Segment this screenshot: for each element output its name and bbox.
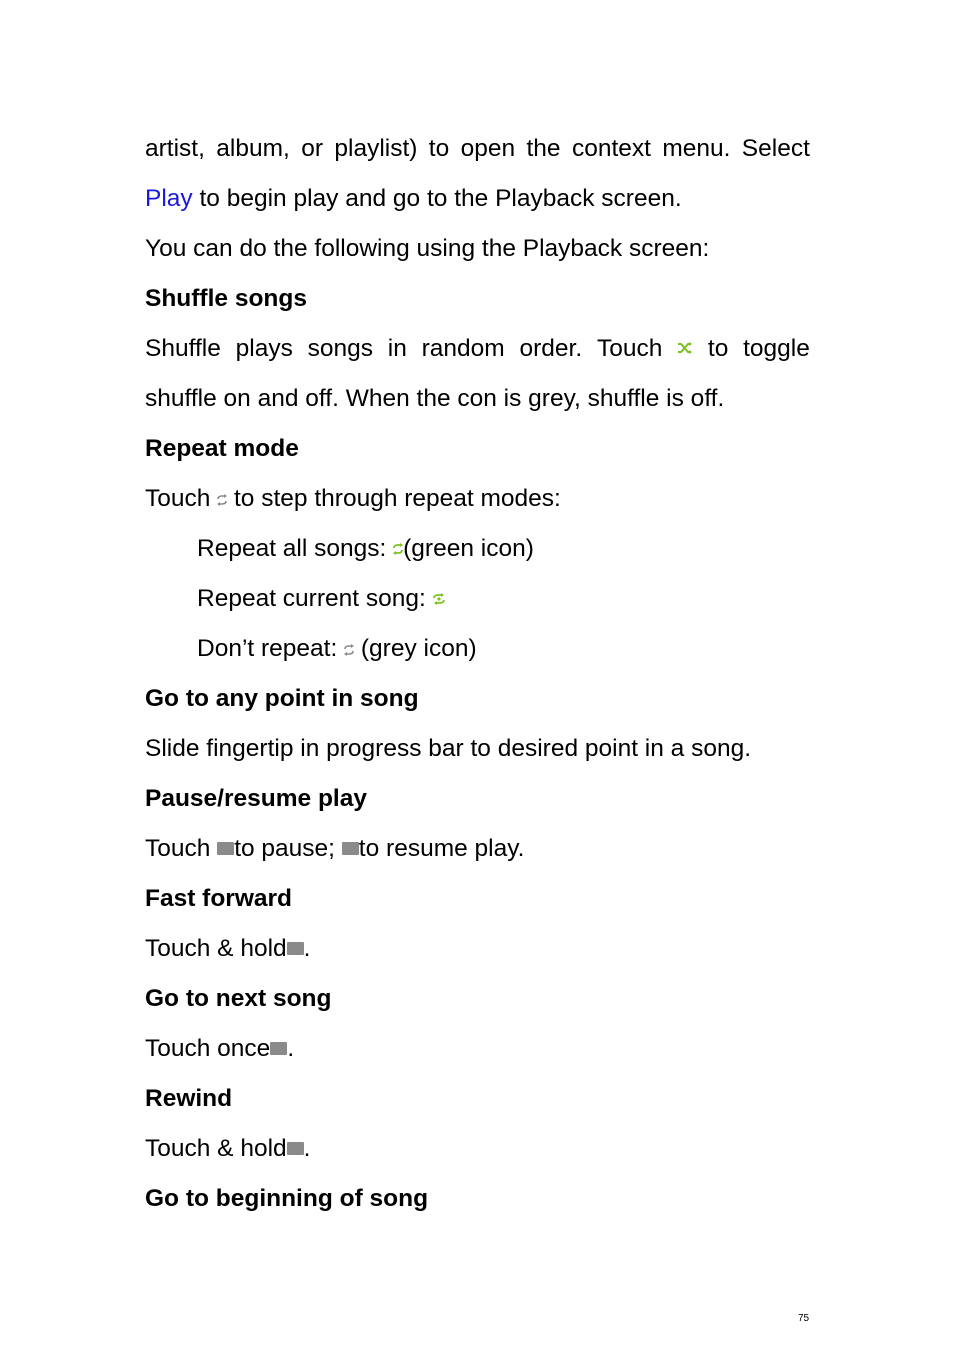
fast-forward-icon <box>287 942 304 955</box>
next-icon <box>270 1042 287 1055</box>
play-icon <box>342 842 359 855</box>
pause-icon <box>217 842 234 855</box>
paragraph-line: Touch & hold . <box>145 1122 810 1172</box>
paragraph-line: You can do the following using the Playback screen: <box>145 235 710 262</box>
heading-repeat: Repeat mode <box>145 435 299 462</box>
heading-next: Go to next song <box>145 985 332 1012</box>
rewind-icon <box>287 1142 304 1155</box>
repeat-one-icon <box>433 572 445 626</box>
paragraph-line: artist, album, or playlist) to open the context menu. Select <box>145 135 810 162</box>
shuffle-icon <box>677 321 693 371</box>
paragraph-line: Slide fingertip in progress bar to desired point in a song. <box>145 735 752 762</box>
page-number: 75 <box>798 1313 810 1324</box>
paragraph-line: Touch once . <box>145 1022 810 1072</box>
heading-fast-forward: Fast forward <box>145 885 293 912</box>
paragraph-line: Repeat current song: <box>145 572 810 622</box>
paragraph-line: Play to begin play and go to the Playback screen. <box>145 185 682 212</box>
no-repeat-icon <box>344 622 354 676</box>
paragraph-line: Touch to pause; to resume play. <box>145 822 810 872</box>
repeat-icon <box>217 472 227 526</box>
paragraph-line: shuffle on and off. When the con is grey, shuffle is off. <box>145 385 725 412</box>
paragraph-line: Touch & hold . <box>145 922 810 972</box>
heading-beginning: Go to beginning of song <box>145 1185 429 1212</box>
paragraph-line: Shuffle plays songs in random order. Touch to toggle <box>145 322 810 372</box>
paragraph-line: Repeat all songs: (green icon) <box>145 522 810 572</box>
heading-shuffle: Shuffle songs <box>145 285 307 312</box>
heading-goto: Go to any point in song <box>145 685 419 712</box>
repeat-all-icon <box>393 522 403 576</box>
heading-rewind: Rewind <box>145 1085 233 1112</box>
heading-pause: Pause/resume play <box>145 785 367 812</box>
document-body <box>145 122 810 1222</box>
paragraph-line: Don’t repeat: (grey icon) <box>145 622 810 672</box>
play-link[interactable]: Play <box>145 185 193 212</box>
paragraph-line: Touch to step through repeat modes: <box>145 472 810 522</box>
